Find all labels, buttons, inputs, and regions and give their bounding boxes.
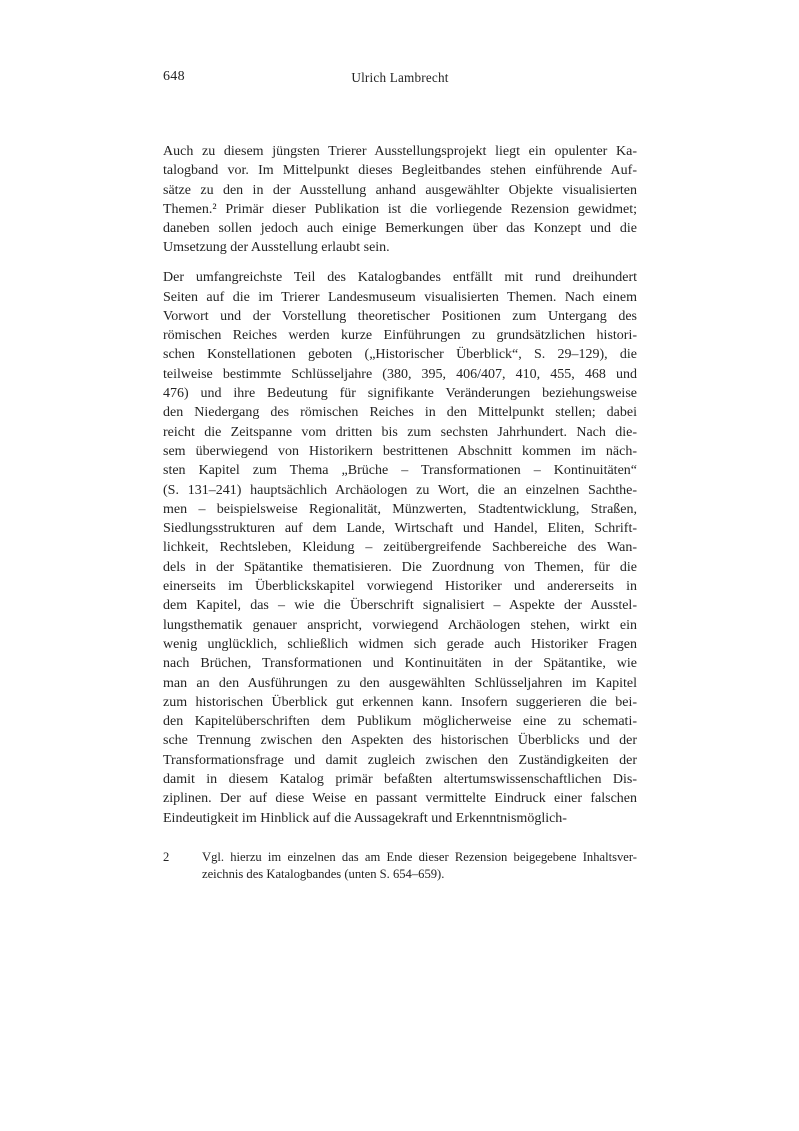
text-line: den Niedergang des römischen Reiches in den Mittelpunkt stellen; dabei — [163, 405, 637, 421]
text-line: zeichnis des Katalogbandes (unten S. 654–659). — [202, 867, 445, 882]
page-number: 648 — [163, 69, 185, 84]
text-line: (S. 131–241) hauptsächlich Archäologen zu Wort, die an einzelnen Sachthe- — [163, 482, 637, 498]
text-line: einerseits im Überblickskapitel vorwiegend Historiker und andererseits in — [163, 579, 637, 595]
text-line: sche Trennung zwischen den Aspekten des historischen Überblicks und der — [163, 733, 637, 749]
text-line: Eindeutigkeit im Hinblick auf die Aussagekraft und Erkenntnismöglich- — [163, 810, 567, 826]
text-line: men – beispielsweise Regionalität, Münzwerten, Stadtentwicklung, Straßen, — [163, 501, 637, 517]
text-line: sem überwiegend von Historikern bestrittenen Abschnitt kommen im näch- — [163, 443, 637, 459]
text-line: Siedlungsstrukturen auf dem Lande, Wirtschaft und Handel, Eliten, Schrift- — [163, 521, 637, 537]
text-line: römischen Reiches werden kurze Einführungen zu grundsätzlichen histori- — [163, 328, 637, 344]
text-line: damit in diesem Katalog primär befaßten altertumswissenschaftlichen Dis- — [163, 772, 637, 787]
text-line: 476) und ihre Bedeutung für signifikante Veränderungen beziehungsweise — [163, 386, 637, 402]
text-line: dem Kapitel, das – wie die Überschrift signalisiert – Aspekte der Ausstel- — [163, 598, 637, 614]
footnote-marker: 2 — [163, 850, 170, 864]
text-line: dels in der Spätantike thematisieren. Die Zuordnung von Themen, für die — [163, 559, 637, 575]
paragraph-1 — [163, 142, 637, 258]
text-line: lungsthematik genauer anspricht, vorwiegend Archäologen stehen, wirkt ein — [163, 617, 637, 633]
text-line: daneben sollen jedoch auch einige Bemerkungen über das Konzept und die — [163, 221, 637, 237]
text-line: Vgl. hierzu im einzelnen das am Ende dieser Rezension beigegebene Inhaltsver- — [202, 850, 637, 864]
text-line: man an den Ausführungen zu den ausgewählten Schlüsseljahren im Kapitel — [163, 675, 637, 691]
running-head: Ulrich Lambrecht — [351, 70, 449, 85]
text-line: Vorwort und der Vorstellung theoretischer Positionen zum Untergang des — [163, 308, 637, 324]
text-line: schen Konstellationen geboten („Historischer Überblick“, S. 29–129), die — [163, 347, 637, 363]
text-line: Auch zu diesem jüngsten Trierer Ausstellungsprojekt liegt ein opulenter Ka- — [163, 144, 637, 159]
text-line: Themen.² Primär dieser Publikation ist die vorliegende Rezension gewidmet; — [163, 201, 637, 217]
text-line: zum historischen Überblick gut erkennen kann. Insofern suggerieren die bei- — [163, 694, 637, 710]
text-line: wenig unglücklich, schließlich widmen sich gerade auch Historiker Fragen — [163, 636, 637, 652]
text-line: sätze zu den in der Ausstellung anhand ausgewählter Objekte visualisierten — [163, 182, 637, 198]
paragraph-2 — [163, 268, 637, 828]
text-line: Transformationsfrage und damit zugleich zwischen den Zuständigkeiten der — [163, 752, 637, 768]
text-line: nach Brüchen, Transformationen und Kontinuitäten in der Spätantike, wie — [163, 656, 637, 672]
text-line: Seiten auf die im Trierer Landesmuseum visualisierten Themen. Nach einem — [163, 289, 637, 305]
text-line: sten Kapitel zum Thema „Brüche – Transformationen – Kontinuitäten“ — [163, 463, 637, 479]
page-header — [163, 69, 637, 87]
body-text — [163, 142, 637, 828]
text-line: den Kapitelüberschriften dem Publikum möglicherweise eine zu schemati- — [163, 714, 637, 730]
footnote — [163, 849, 637, 884]
text-line: talogband vor. Im Mittelpunkt dieses Begleitbandes stehen einführende Auf- — [163, 163, 637, 179]
text-line: Der umfangreichste Teil des Katalogbandes entfällt mit rund dreihundert — [163, 270, 637, 286]
text-line: ziplinen. Der auf diese Weise en passant vermittelte Eindruck einer falschen — [163, 791, 637, 807]
text-line: reicht die Zeitspanne vom dritten bis zum sechsten Jahrhundert. Nach die- — [163, 424, 637, 440]
text-line: lichkeit, Rechtsleben, Kleidung – zeitübergreifende Sachbereiche des Wan- — [163, 540, 637, 556]
text-line: Umsetzung der Ausstellung erlaubt sein. — [163, 240, 390, 256]
text-line: teilweise bestimmte Schlüsseljahre (380, 395, 406/407, 410, 455, 468 und — [163, 366, 637, 382]
footnote-text — [202, 849, 637, 884]
